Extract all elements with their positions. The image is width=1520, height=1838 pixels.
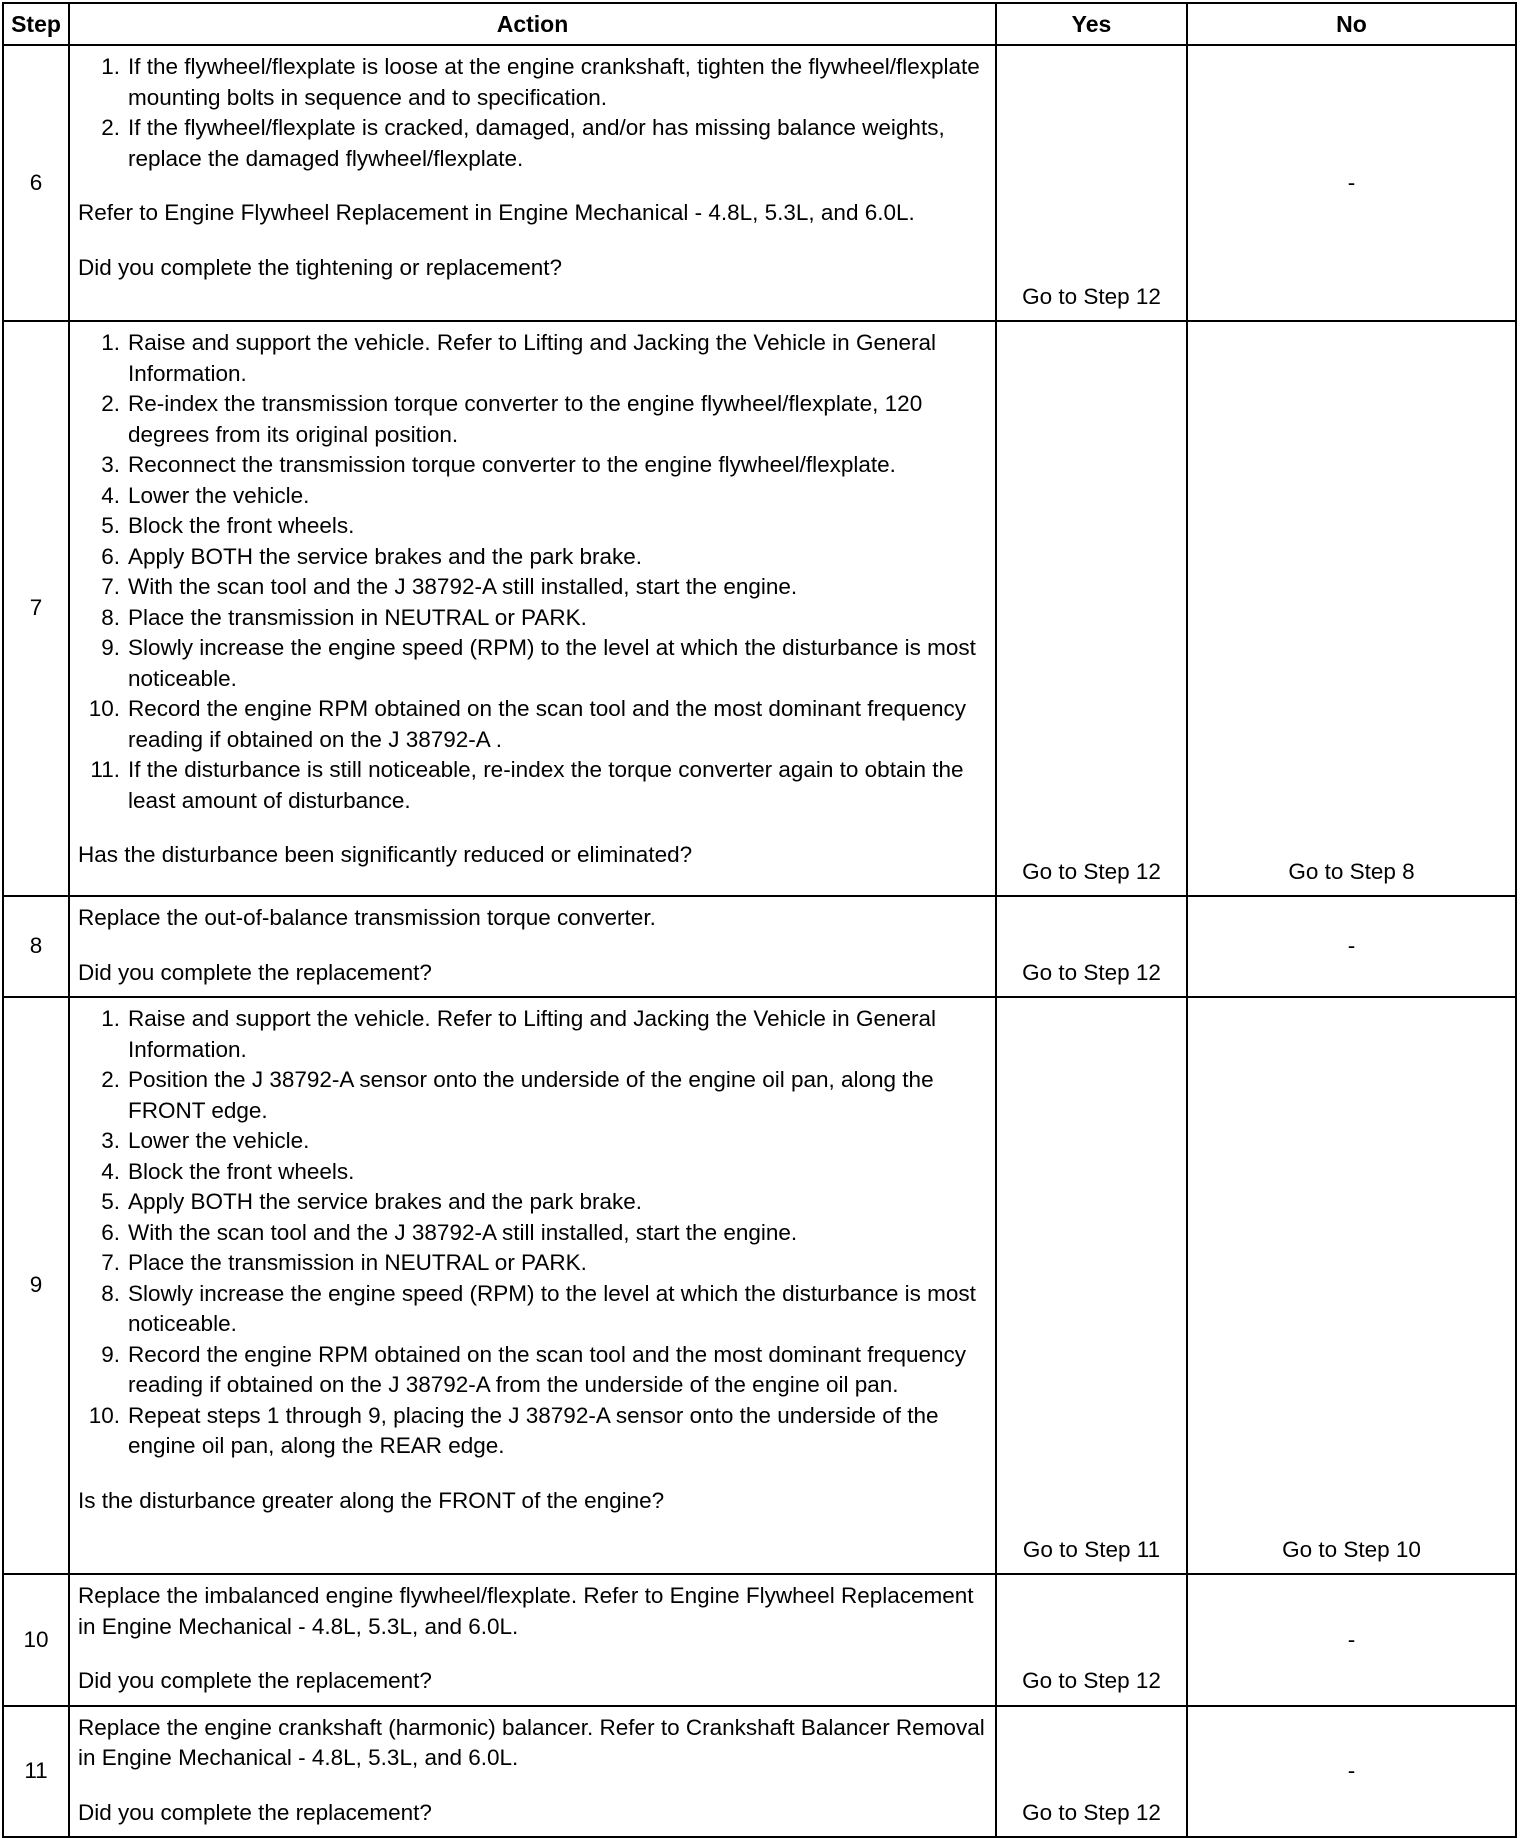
table-row	[3, 896, 1516, 997]
step-number: 6	[3, 45, 69, 321]
table-row	[3, 321, 1516, 896]
action-cell	[69, 321, 996, 896]
list-item: 10. Record the engine RPM obtained on the scan tool and the most dominant frequency reading if obtained on the J 38792-A .	[88, 696, 967, 752]
action-cell	[69, 997, 996, 1574]
step-number: 10	[3, 1574, 69, 1706]
action-cell	[69, 1706, 996, 1838]
no-result: -	[1187, 1706, 1516, 1838]
question-text: Did you complete the replacement?	[78, 1799, 432, 1825]
action-steps-list	[78, 52, 989, 174]
question-text: Did you complete the tightening or replacement?	[78, 254, 563, 280]
yes-result: Go to Step 12	[996, 45, 1187, 321]
list-item: 4. Block the front wheels.	[101, 1158, 355, 1184]
list-item: 3. Reconnect the transmission torque converter to the engine flywheel/flexplate.	[101, 452, 896, 477]
step-number: 7	[3, 321, 69, 896]
table-row	[3, 45, 1516, 321]
yes-result: Go to Step 11	[996, 997, 1187, 1574]
list-item: 5. Block the front wheels.	[101, 513, 355, 538]
no-result: Go to Step 10	[1187, 997, 1516, 1574]
list-item: 8. Slowly increase the engine speed (RPM) to the level at which the disturbance is most noticeable.	[101, 1280, 976, 1336]
list-item: 5. Apply BOTH the service brakes and the park brake.	[101, 1189, 642, 1214]
table-row	[3, 997, 1516, 1574]
header-step: Step	[3, 3, 69, 45]
no-result: -	[1187, 1574, 1516, 1706]
list-item: 6. Apply BOTH the service brakes and the park brake.	[101, 543, 642, 569]
header-row	[3, 3, 1516, 45]
question-text: Has the disturbance been significantly reduced or eliminated?	[78, 842, 693, 867]
action-steps-list	[78, 328, 989, 816]
header-yes: Yes	[996, 3, 1187, 45]
no-result: -	[1187, 896, 1516, 997]
action-cell	[69, 45, 996, 321]
step-number: 11	[3, 1706, 69, 1838]
list-item: 1. If the flywheel/flexplate is loose at the engine crankshaft, tighten the flywheel/flexplate mounting bolts in sequence and to specification.	[101, 54, 980, 110]
question-text: Is the disturbance greater along the FRONT of the engine?	[78, 1487, 665, 1513]
list-item: 2. Position the J 38792-A sensor onto the underside of the engine oil pan, along the FRONT edge.	[101, 1067, 934, 1123]
list-item: 3. Lower the vehicle.	[101, 1128, 310, 1153]
list-item: 9. Record the engine RPM obtained on the scan tool and the most dominant frequency reading if obtained on the J 38792-A from the underside of the engine oil pan.	[101, 1341, 967, 1397]
yes-result: Go to Step 12	[996, 1574, 1187, 1706]
yes-result: Go to Step 12	[996, 896, 1187, 997]
no-result: -	[1187, 45, 1516, 321]
list-item: 7. Place the transmission in NEUTRAL or PARK.	[101, 1250, 587, 1275]
list-item: 7. With the scan tool and the J 38792-A still installed, start the engine.	[101, 574, 798, 599]
list-item: 2. Re-index the transmission torque converter to the engine flywheel/flexplate, 120 degrees from its original position.	[101, 391, 923, 447]
list-item: 1. Raise and support the vehicle. Refer to Lifting and Jacking the Vehicle in General Information.	[101, 330, 936, 386]
action-cell	[69, 896, 996, 997]
list-item: 9. Slowly increase the engine speed (RPM) to the level at which the disturbance is most noticeable.	[101, 635, 976, 691]
table-row	[3, 1574, 1516, 1706]
list-item: 4. Lower the vehicle.	[101, 482, 310, 508]
action-text: Replace the engine crankshaft (harmonic) balancer. Refer to Crankshaft Balancer Removal in Engine Mechanical - 4.8L, 5.3L, and 6.0L.	[78, 1714, 985, 1770]
action-steps-list	[78, 1004, 989, 1462]
action-text: Replace the imbalanced engine flywheel/flexplate. Refer to Engine Flywheel Replacement in Engine Mechanical - 4.8L, 5.3L, and 6.0L.	[78, 1583, 974, 1639]
no-result: Go to Step 8	[1187, 321, 1516, 896]
list-item: 2. If the flywheel/flexplate is cracked, damaged, and/or has missing balance weights, replace the damaged flywheel/flexplate.	[101, 115, 945, 171]
yes-result: Go to Step 12	[996, 321, 1187, 896]
list-item: 8. Place the transmission in NEUTRAL or PARK.	[101, 604, 587, 630]
step-number: 9	[3, 997, 69, 1574]
yes-result: Go to Step 12	[996, 1706, 1187, 1838]
list-item: 11. If the disturbance is still noticeable, re-index the torque converter again to obtain the least amount of disturbance.	[90, 757, 964, 813]
reference-note: Refer to Engine Flywheel Replacement in Engine Mechanical - 4.8L, 5.3L, and 6.0L.	[78, 200, 915, 225]
action-cell	[69, 1574, 996, 1706]
diagnostic-table	[2, 2, 1517, 1838]
question-text: Did you complete the replacement?	[78, 1668, 432, 1693]
question-text: Did you complete the replacement?	[78, 959, 432, 985]
header-no: No	[1187, 3, 1516, 45]
action-text: Replace the out-of-balance transmission torque converter.	[78, 905, 656, 930]
list-item: 6. With the scan tool and the J 38792-A still installed, start the engine.	[101, 1219, 798, 1245]
step-number: 8	[3, 896, 69, 997]
table-row	[3, 1706, 1516, 1838]
list-item: 1. Raise and support the vehicle. Refer to Lifting and Jacking the Vehicle in General Information.	[101, 1006, 936, 1062]
header-action: Action	[69, 3, 996, 45]
list-item: 10. Repeat steps 1 through 9, placing the J 38792-A sensor onto the underside of the engine oil pan, along the REAR edge.	[88, 1402, 939, 1458]
